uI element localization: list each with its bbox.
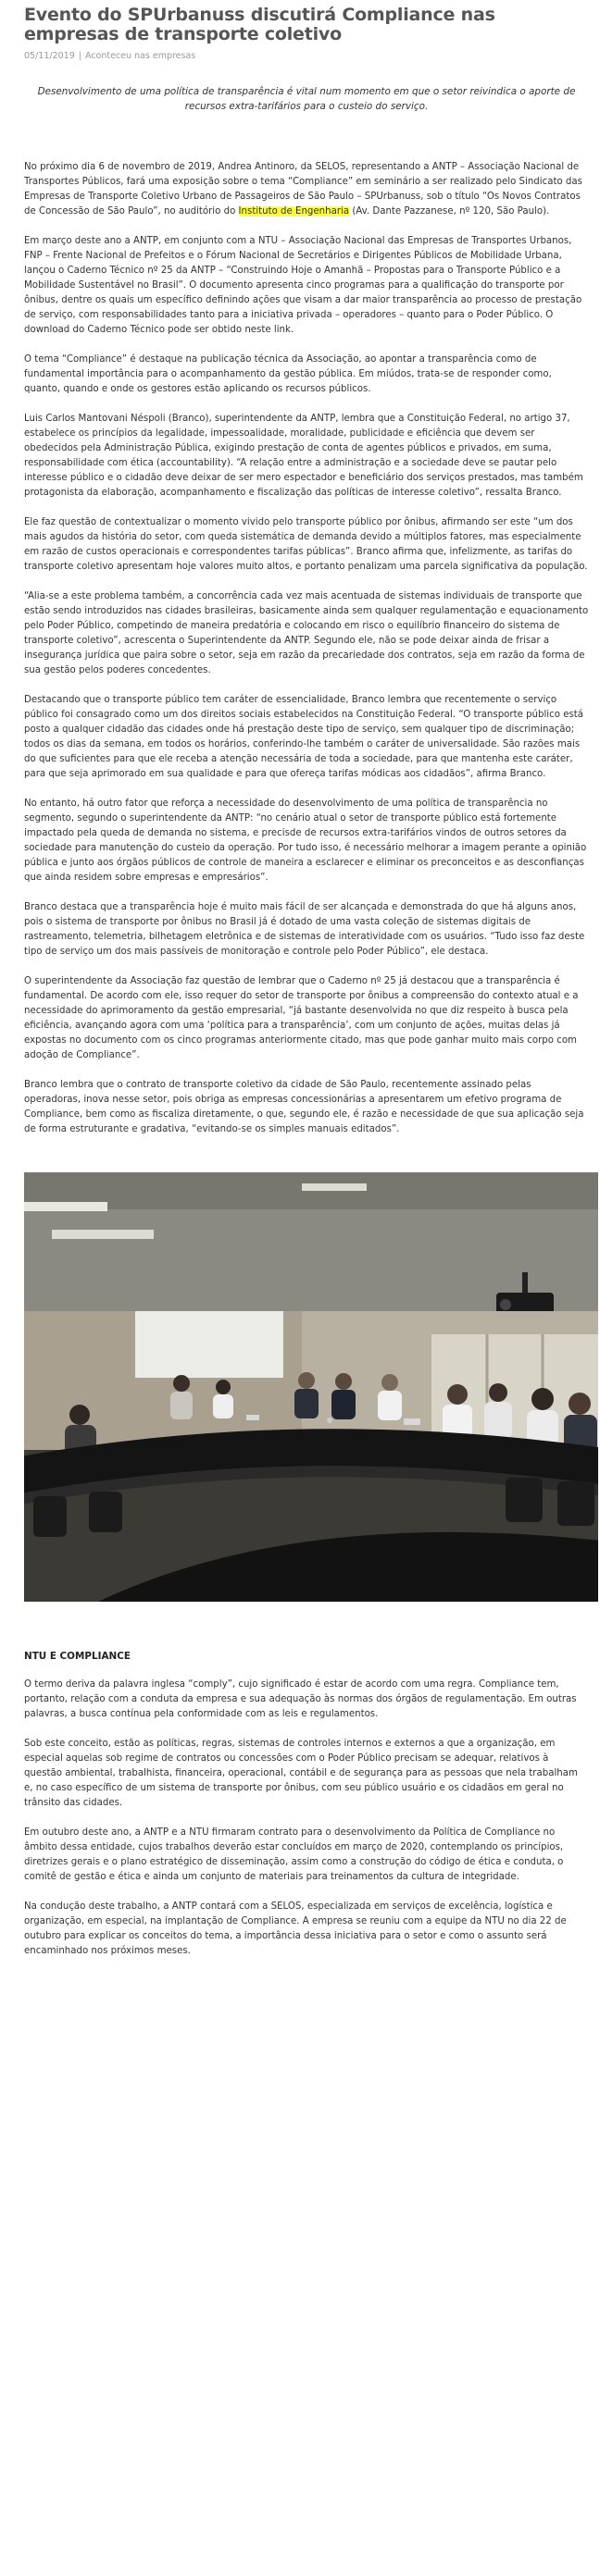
paragraph-13: Sob este conceito, estão as políticas, regras, sistemas de controles internos e externos a que a organização, em especial aquelas sob regime de contratos ou concessões com o Poder Público precisam se adequar, relativos à questão ambiental, trabalhista, financeira, operacional, contábil e de segurança para as pessoas que nela trabalham e, no caso específico de um sistema de transporte por ônibus, com seu público usuário e os cidadãos em geral no trânsito das cidades. — [24, 1739, 578, 1808]
paragraph-12: O termo deriva da palavra inglesa “comply”, cujo significado é estar de acordo com uma regra. Compliance tem, portanto, relação com a conduta da empresa e sua adequação às normas dos órgãos de regulamentação. Em outras palavras, a busca contínua pela conformidade com as leis e regulamentos. — [24, 1679, 577, 1719]
ceiling-light — [52, 1230, 154, 1239]
category-link[interactable]: Aconteceu nas empresas — [84, 51, 196, 61]
paragraph-5: Ele faz questão de contextualizar o momento vivido pelo transporte público por ônibus, afirmando ser este “um dos mais agudos da história do setor, com queda sistemática de demanda devido a múltiplos fatores, mas especialmente em razão de custos operacionais e correspondentes tarifas públicas”. Branco afirma que, infelizmente, as tarifas do transporte coletivo apresentam hoje valores muito altos, e portanto penalizam uma parcela significativa da população. — [24, 517, 588, 572]
ceiling-light — [302, 1183, 367, 1191]
highlighted-text: Instituto de Engenharia — [238, 206, 350, 217]
paragraph-15: Na condução deste trabalho, a ANTP contará com a SELOS, especializada em serviços de excelência, logística e organização, em especial, na implantação de Compliance. A empresa se reuniu com a equipe da NTU no dia 22 de outubro para explicar os conceitos do tema, a importância dessa iniciativa para o setor e como o assunto será encaminhado nos próximos meses. — [24, 1901, 567, 1956]
paragraph-1-text-a: No próximo dia 6 de novembro de 2019, Andrea Antinoro, da SELOS, representando a ANTP – Associação Nacional de Transportes Públicos, fará uma exposição sobre o tema “Compliance” em seminário a ser realizado pelo Sindicato das Empresas de Transporte Coletivo Urbano de Passageiros de São Paulo – SPUrbanuss, sob o título “Os Novos Contratos de Concessão de São Paulo”, no auditório do — [24, 162, 582, 217]
paragraph-4: Luis Carlos Mantovani Néspoli (Branco), superintendente da ANTP, lembra que a Constituição Federal, no artigo 37, estabelece os princípios da legalidade, impessoalidade, moralidade, publicidade e eficiência que devem ser obedecidos pela Administração Pública, exigindo prestação de conta de agentes públicos e privados, em suma, responsabilidade com ética (accountability). “A relação entre a administração e a sociedade deve se pautar pelo interesse público e o cidadão deve deixar de ser mero espectador e beneficiário dos serviços prestados, mas também protagonista da elaboração, acompanhamento e fiscalização das políticas de interesse coletivo”, ressalta Branco. — [24, 414, 583, 498]
paragraph-3: O tema “Compliance” é destaque na publicação técnica da Associação, ao apontar a transparência como de fundamental importância para o acompanhamento da gestão pública. Em miúdos, trata-se de responder como, quanto, quando e onde os gestores estão aplicando os recursos públicos. — [24, 354, 552, 394]
meta-separator: | — [78, 51, 81, 61]
event-photo — [24, 1172, 598, 1602]
wall-screen — [135, 1311, 283, 1378]
article-meta — [24, 51, 589, 62]
paragraph-10: O superintendente da Associação faz questão de lembrar que o Caderno nº 25 já destacou que a transparência é fundamental. De acordo com ele, isso requer do setor de transporte por ônibus a compreensão do contexto atual e a necessidade do aprimoramento da gestão empresarial, “já bastante desenvolvida no que diz respeito à busca pela eficiência, avançando agora com uma ‘política para a transparência’, com um conjunto de ações, muitas delas já expostas no documento com os cinco programas anteriormente citado, mas que pode ganhar muito mais corpo com adoção de Compliance”. — [24, 976, 579, 1060]
download-link[interactable]: link — [273, 325, 291, 335]
paragraph-7: Destacando que o transporte público tem caráter de essencialidade, Branco lembra que recentemente o serviço público foi consagrado como um dos direitos sociais estabelecidos na Constituição Federal. “O transporte público está posto a qualquer cidadão das cidades onde há prestação deste tipo de serviço, sem qualquer tipo de discriminação; todos os dias da semana, em todos os horários, conferindo-lhe também o caráter de universalidade. São razões mais do que suficientes para que ele receba a atenção necessária de toda a sociedade, para que mantenha este caráter, para que seja aprimorado em sua qualidade e para que ofereça tarifas módicas aos cidadãos”, afirma Branco. — [24, 695, 584, 779]
paragraph-2 — [24, 234, 589, 338]
article-date: 05/11/2019 — [24, 51, 75, 61]
meeting-room-illustration — [24, 1172, 598, 1602]
paragraph-8: No entanto, há outro fator que reforça a necessidade do desenvolvimento de uma política de transparência no segmento, segundo o superintendente da ANTP: “no cenário atual o setor de transporte público está fortemente impactado pela queda de demanda no sistema, e precisde de recursos extra-tarifários vindos de outros setores da sociedade para manutenção do custeio da operação. Por tudo isso, é necessário melhorar a imagem perante a opinião pública e junto aos órgãos públicos de controle de maneira a esclarecer e eliminar os preconceitos e as desconfianças que ainda residem sobre empresas e empresários”. — [24, 799, 587, 883]
section-title: NTU E COMPLIANCE — [24, 1651, 131, 1662]
article-lead: Desenvolvimento de uma política de transparência é vital num momento em que o setor reivindica o aporte de recursos extra-tarifários para o custeio do serviço. — [37, 86, 576, 112]
paragraph-1 — [24, 160, 589, 219]
ceiling-light — [24, 1202, 107, 1211]
paragraph-11: Branco lembra que o contrato de transporte coletivo da cidade de São Paulo, recentemente assinado pelas operadoras, inova nesse setor, pois obriga as empresas concessionárias a apresentarem um efetivo programa de Compliance, bem como as fiscaliza diretamente, o que, segundo ele, é razão e necessidade de que sua aplicação seja de forma estruturante e gradativa, “evitando-se os simples manuais editados”. — [24, 1080, 584, 1134]
paragraph-1-text-b: (Av. Dante Pazzanese, nº 120, São Paulo). — [349, 206, 550, 217]
article-title: Evento do SPUrbanuss discutirá Compliance nas empresas de transporte coletivo — [24, 5, 495, 44]
paragraph-14: Em outubro deste ano, a ANTP e a NTU firmaram contrato para o desenvolvimento da Política de Compliance no âmbito dessa entidade, cujos trabalhos deverão estar concluídos em março de 2020, contemplando os princípios, diretrizes gerais e o plano estratégico de disseminação, assim como a construção do código de ética e conduta, o comitê de gestão e ética e ainda um conjunto de materiais para treinamentos da cultura de integridade. — [24, 1827, 564, 1882]
paragraph-2-text-b: . — [290, 325, 294, 335]
paragraph-9: Branco destaca que a transparência hoje é muito mais fácil de ser alcançada e demonstrada do que há alguns anos, pois o sistema de transporte por ônibus no Brasil já é dotado de uma vasta coleção de sistemas digitais de rastreamento, telemetria, bilhetagem eletrônica e de sistemas de interatividade com os usuários. “Tudo isso faz deste tipo de serviço um dos mais passíveis de monitoração e controle pelo Poder Público”, ele destaca. — [24, 902, 585, 957]
paragraph-6: “Alia-se a este problema também, a concorrência cada vez mais acentuada de sistemas individuais de transporte que estão sendo introduzidos nas cidades brasileiras, basicamente ainda sem qualquer regulamentação e equacionamento pelo Poder Público, competindo de maneira predatória e colocando em risco o equilíbrio financeiro do sistema de transporte coletivo”, acrescenta o Superintendente da ANTP. Segundo ele, não se pode deixar ainda de frisar a insegurança jurídica que paira sobre o setor, seja em razão da precariedade dos contratos, seja em razão da forma de sua gestão pelos poderes concedentes. — [24, 591, 589, 675]
paragraph-2-text-a: Em março deste ano a ANTP, em conjunto com a NTU – Associação Nacional das Empresas de Transportes Urbanos, FNP – Frente Nacional de Prefeitos e o Fórum Nacional de Secretários e Dirigentes Públicos de Mobilidade Urbana, lançou o Caderno Técnico nº 25 da ANTP – “Construindo Hoje o Amanhã – Propostas para o Transporte Público e a Mobilidade Sustentável no Brasil”. O documento apresenta cinco programas para a qualificação do transporte por ônibus, dentre os quais um específico definindo ações que visam a dar maior transparência ao processo de prestação de serviço, com responsabilidades tanto para a iniciativa privada – operadores – quanto para o Poder Público. O download do Caderno Técnico pode ser obtido neste — [24, 236, 582, 335]
